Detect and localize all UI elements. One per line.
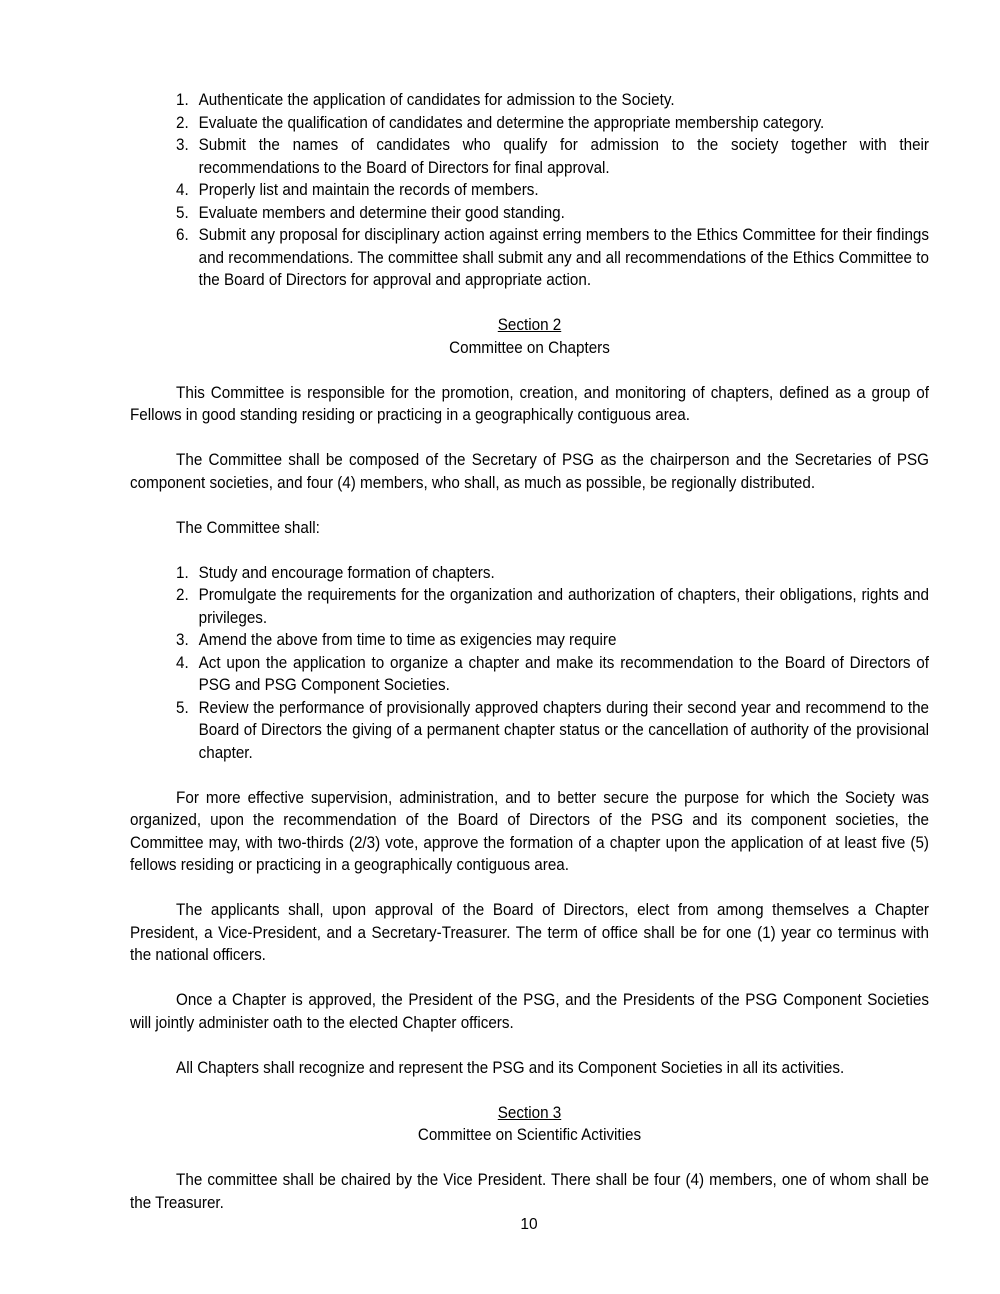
list-item-text: Submit any proposal for disciplinary action against erring members to the Ethics Committee for their findings and recommendations. The committee shall submit any and all recommendations of the Ethics Committee to the Board of Directors for approval and appropriate action. (198, 226, 929, 289)
document-page (130, 89, 929, 1214)
list-item: 3. Amend the above from time to time as exigencies may require (176, 631, 617, 649)
list-item-text: Evaluate members and determine their good standing. (198, 203, 565, 222)
list-item-text: Study and encourage formation of chapters. (198, 563, 495, 582)
section-title: Committee on Chapters (449, 338, 610, 357)
list-item-text: Authenticate the application of candidates for admission to the Society. (198, 91, 675, 109)
list-item: 5. Review the performance of provisionally approved chapters during their second year and recommend to the Board of Directors the giving of a permanent chapter status or the cancellation of authority of the provisional chapter. (176, 698, 929, 762)
paragraph: The Committee shall: (176, 518, 320, 537)
paragraph: The applicants shall, upon approval of the Board of Directors, elect from among themselves a Chapter President, a Vice-President, and a Secretary-Treasurer. The term of office shall be for one (1) year co terminus with the national officers. (130, 901, 929, 964)
list-item: 1. Authenticate the application of candidates for admission to the Society. (176, 91, 675, 109)
paragraph: For more effective supervision, administration, and to better secure the purpose for which the Society was organized, upon the recommendation of the Board of Directors of the PSG and its component societies, the Committee may, with two-thirds (2/3) vote, approve the formation of a chapter upon the application of at least five (5) fellows residing or practicing in a geographically contiguous area. (130, 788, 929, 874)
list-item: 3. Submit the names of candidates who qualify for admission to the society together with their recommendations to the Board of Directors for final approval. (176, 136, 929, 177)
chapter-duties-list (130, 562, 929, 765)
list-item-text: Review the performance of provisionally approved chapters during their second year and recommend to the Board of Directors the giving of a permanent chapter status or the cancellation of authority of the provisional chapter. (198, 698, 929, 762)
list-item-text: Evaluate the qualification of candidates and determine the appropriate membership category. (198, 113, 825, 132)
list-item: 2. Promulgate the requirements for the organization and authorization of chapters, their obligations, rights and privileges. (176, 586, 929, 627)
list-item-text: Promulgate the requirements for the organization and authorization of chapters, their obligations, rights and privileges. (198, 586, 929, 627)
list-item: 1. Study and encourage formation of chapters. (176, 563, 495, 582)
section-2-heading (130, 314, 929, 359)
page-number: 10 (520, 1216, 538, 1233)
section-title: Committee on Scientific Activities (417, 1126, 642, 1144)
membership-duties-list (130, 89, 929, 292)
list-item-text: Act upon the application to organize a chapter and make its recommendation to the Board of Directors of PSG and PSG Component Societies. (198, 653, 929, 694)
section-number: Section 2 (497, 316, 562, 334)
list-item: 2. Evaluate the qualification of candidates and determine the appropriate membership category. (176, 113, 825, 132)
paragraph: The Committee shall be composed of the Secretary of PSG as the chairperson and the Secretaries of PSG component societies, and four (4) members, who shall, as much as possible, be regionally distributed. (130, 451, 929, 492)
list-item-text: Submit the names of candidates who qualify for admission to the society together with their recommendations to the Board of Directors for final approval. (198, 136, 929, 177)
paragraph: The committee shall be chaired by the Vice President. There shall be four (4) members, one of whom shall be the Treasurer. (130, 1171, 929, 1212)
section-3-heading (130, 1102, 929, 1147)
paragraph: Once a Chapter is approved, the President of the PSG, and the Presidents of the PSG Component Societies will jointly administer oath to the elected Chapter officers. (130, 991, 929, 1032)
list-item: 4. Properly list and maintain the records of members. (176, 181, 539, 199)
list-item-text: Amend the above from time to time as exigencies may require (198, 631, 617, 649)
list-item: 4. Act upon the application to organize a chapter and make its recommendation to the Board of Directors of PSG and PSG Component Societies. (176, 653, 929, 694)
list-item-text: Properly list and maintain the records of members. (198, 181, 539, 199)
list-item: 5. Evaluate members and determine their good standing. (176, 203, 565, 222)
paragraph: This Committee is responsible for the promotion, creation, and monitoring of chapters, defined as a group of Fellows in good standing residing or practicing in a geographically contiguous area. (130, 383, 929, 424)
list-item: 6. Submit any proposal for disciplinary action against erring members to the Ethics Committee for their findings and recommendations. The committee shall submit any and all recommendations of the Ethics Committee to the Board of Directors for approval and appropriate action. (176, 226, 929, 289)
paragraph: All Chapters shall recognize and represent the PSG and its Component Societies in all its activities. (176, 1058, 845, 1077)
section-number: Section 3 (497, 1103, 562, 1122)
